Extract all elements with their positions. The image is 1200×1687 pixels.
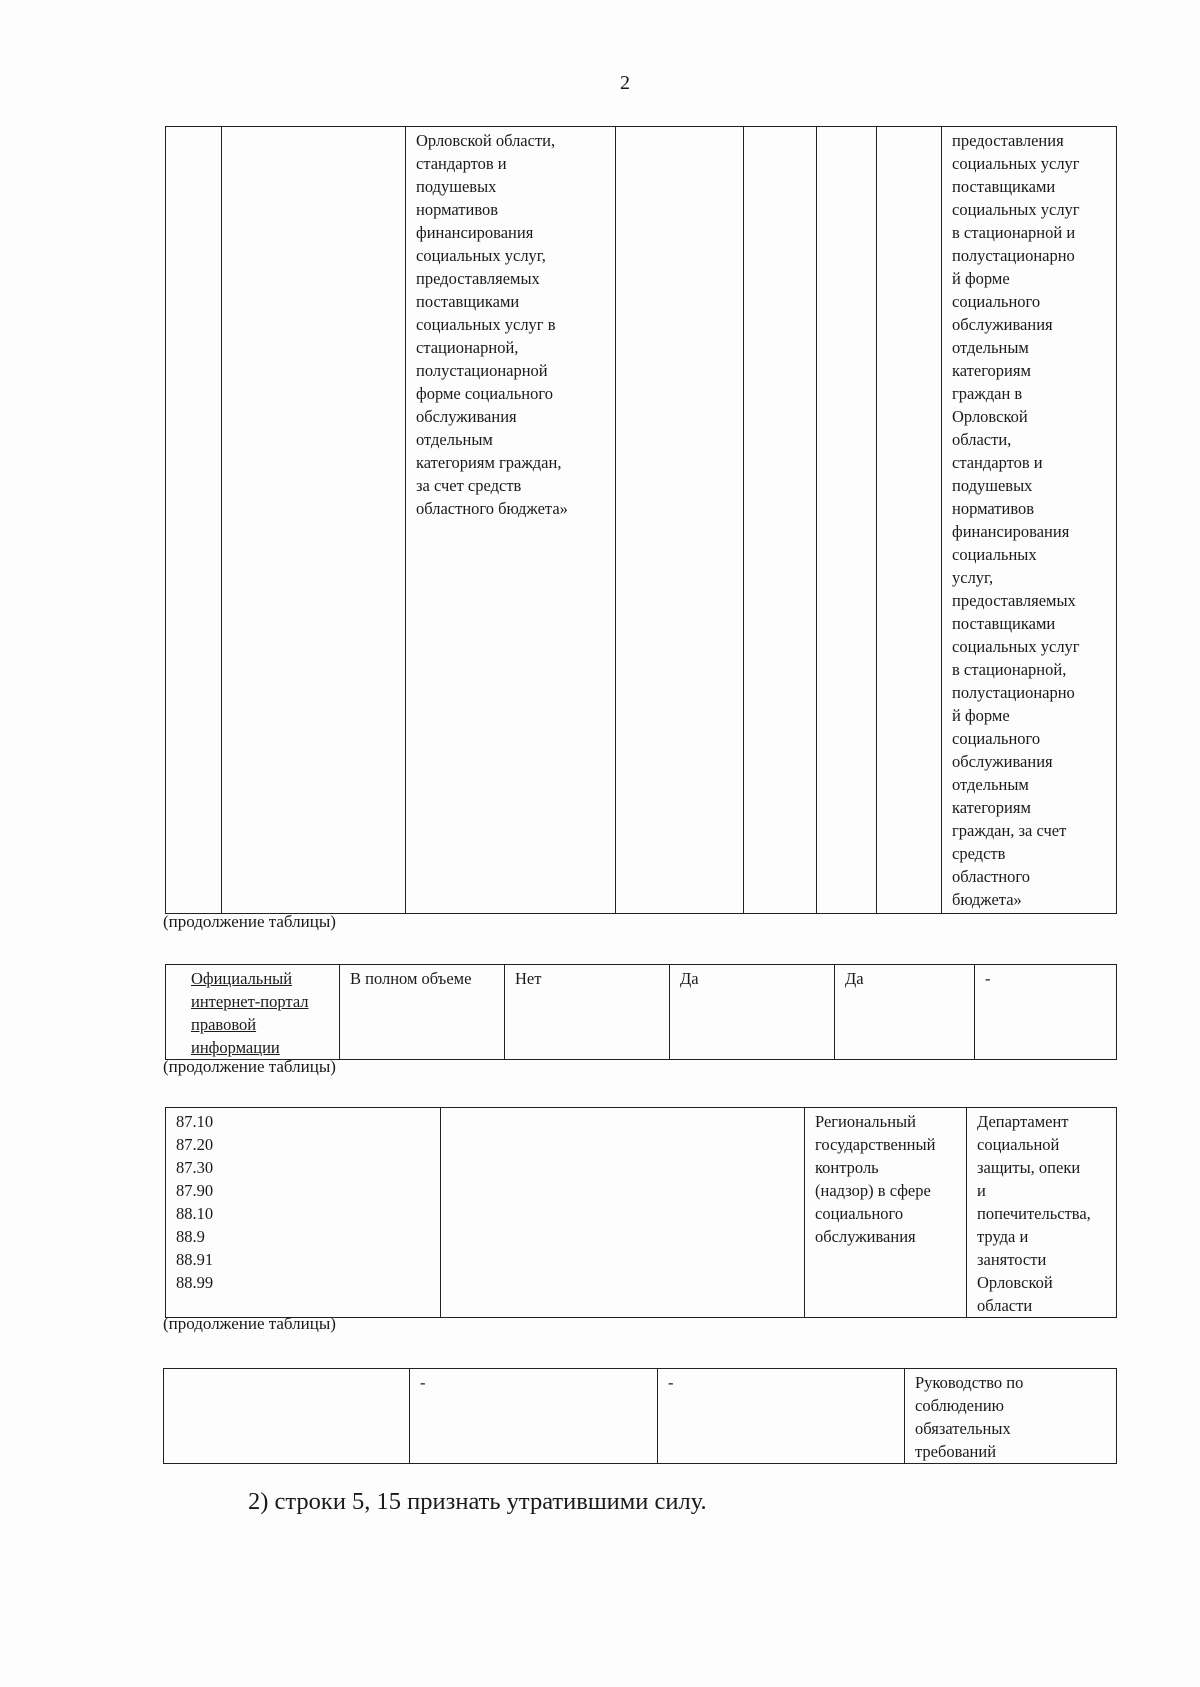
table-cell	[166, 127, 222, 914]
table-cell: Орловской области, стандартов и подушевых нормативов финансирования социальных услуг, предоставляемых поставщиками социальных услуг в стационарной, полустационарной форме социального обслуживания отдельным категориям граждан, за счет средств областного бюджета»	[406, 127, 616, 914]
final-paragraph: 2) строки 5, 15 признать утратившими силу.	[248, 1488, 707, 1515]
table-row	[164, 1369, 1117, 1464]
table-cell: Да	[670, 965, 835, 1060]
table-cell: -	[658, 1369, 905, 1464]
table-cell	[222, 127, 406, 914]
table-3	[165, 1107, 1117, 1318]
table-1	[165, 126, 1117, 914]
table-cell: В полном объеме	[340, 965, 505, 1060]
table-cell: -	[975, 965, 1117, 1060]
continuation-label: (продолжение таблицы)	[163, 1314, 336, 1333]
table-cell: Руководство по соблюдению обязательных требований	[905, 1369, 1117, 1464]
continuation-label: (продолжение таблицы)	[163, 1057, 336, 1076]
table-cell	[817, 127, 877, 914]
table-cell: Департамент социальной защиты, опеки и попечительства, труда и занятости Орловской области	[967, 1108, 1117, 1318]
table-cell: 87.10 87.20 87.30 87.90 88.10 88.9 88.91 88.99	[166, 1108, 441, 1318]
table-2	[165, 964, 1117, 1060]
table-cell: Да	[835, 965, 975, 1060]
table-row	[166, 127, 1117, 914]
table-cell: -	[410, 1369, 658, 1464]
table-cell	[877, 127, 942, 914]
table-cell: Официальный интернет-портал правовой информации	[166, 965, 340, 1060]
table-row	[166, 965, 1117, 1060]
table-cell: Нет	[505, 965, 670, 1060]
table-row	[166, 1108, 1117, 1318]
table-cell: предоставления социальных услуг поставщиками социальных услуг в стационарной и полустационарно й форме социального обслуживания отдельным категориям граждан в Орловской области, стандартов и подушевых нормативов финансирования социальных услуг, предоставляемых поставщиками социальных услуг в стационарной, полустационарно й форме социального обслуживания отдельным категориям граждан, за счет средств областного бюджета»	[942, 127, 1117, 914]
table-cell: Региональный государственный контроль (надзор) в сфере социального обслуживания	[805, 1108, 967, 1318]
table-cell	[616, 127, 744, 914]
table-cell	[441, 1108, 805, 1318]
table-cell	[164, 1369, 410, 1464]
page-number: 2	[620, 72, 630, 94]
continuation-label: (продолжение таблицы)	[163, 912, 336, 931]
table-4	[163, 1368, 1117, 1464]
table-cell	[744, 127, 817, 914]
